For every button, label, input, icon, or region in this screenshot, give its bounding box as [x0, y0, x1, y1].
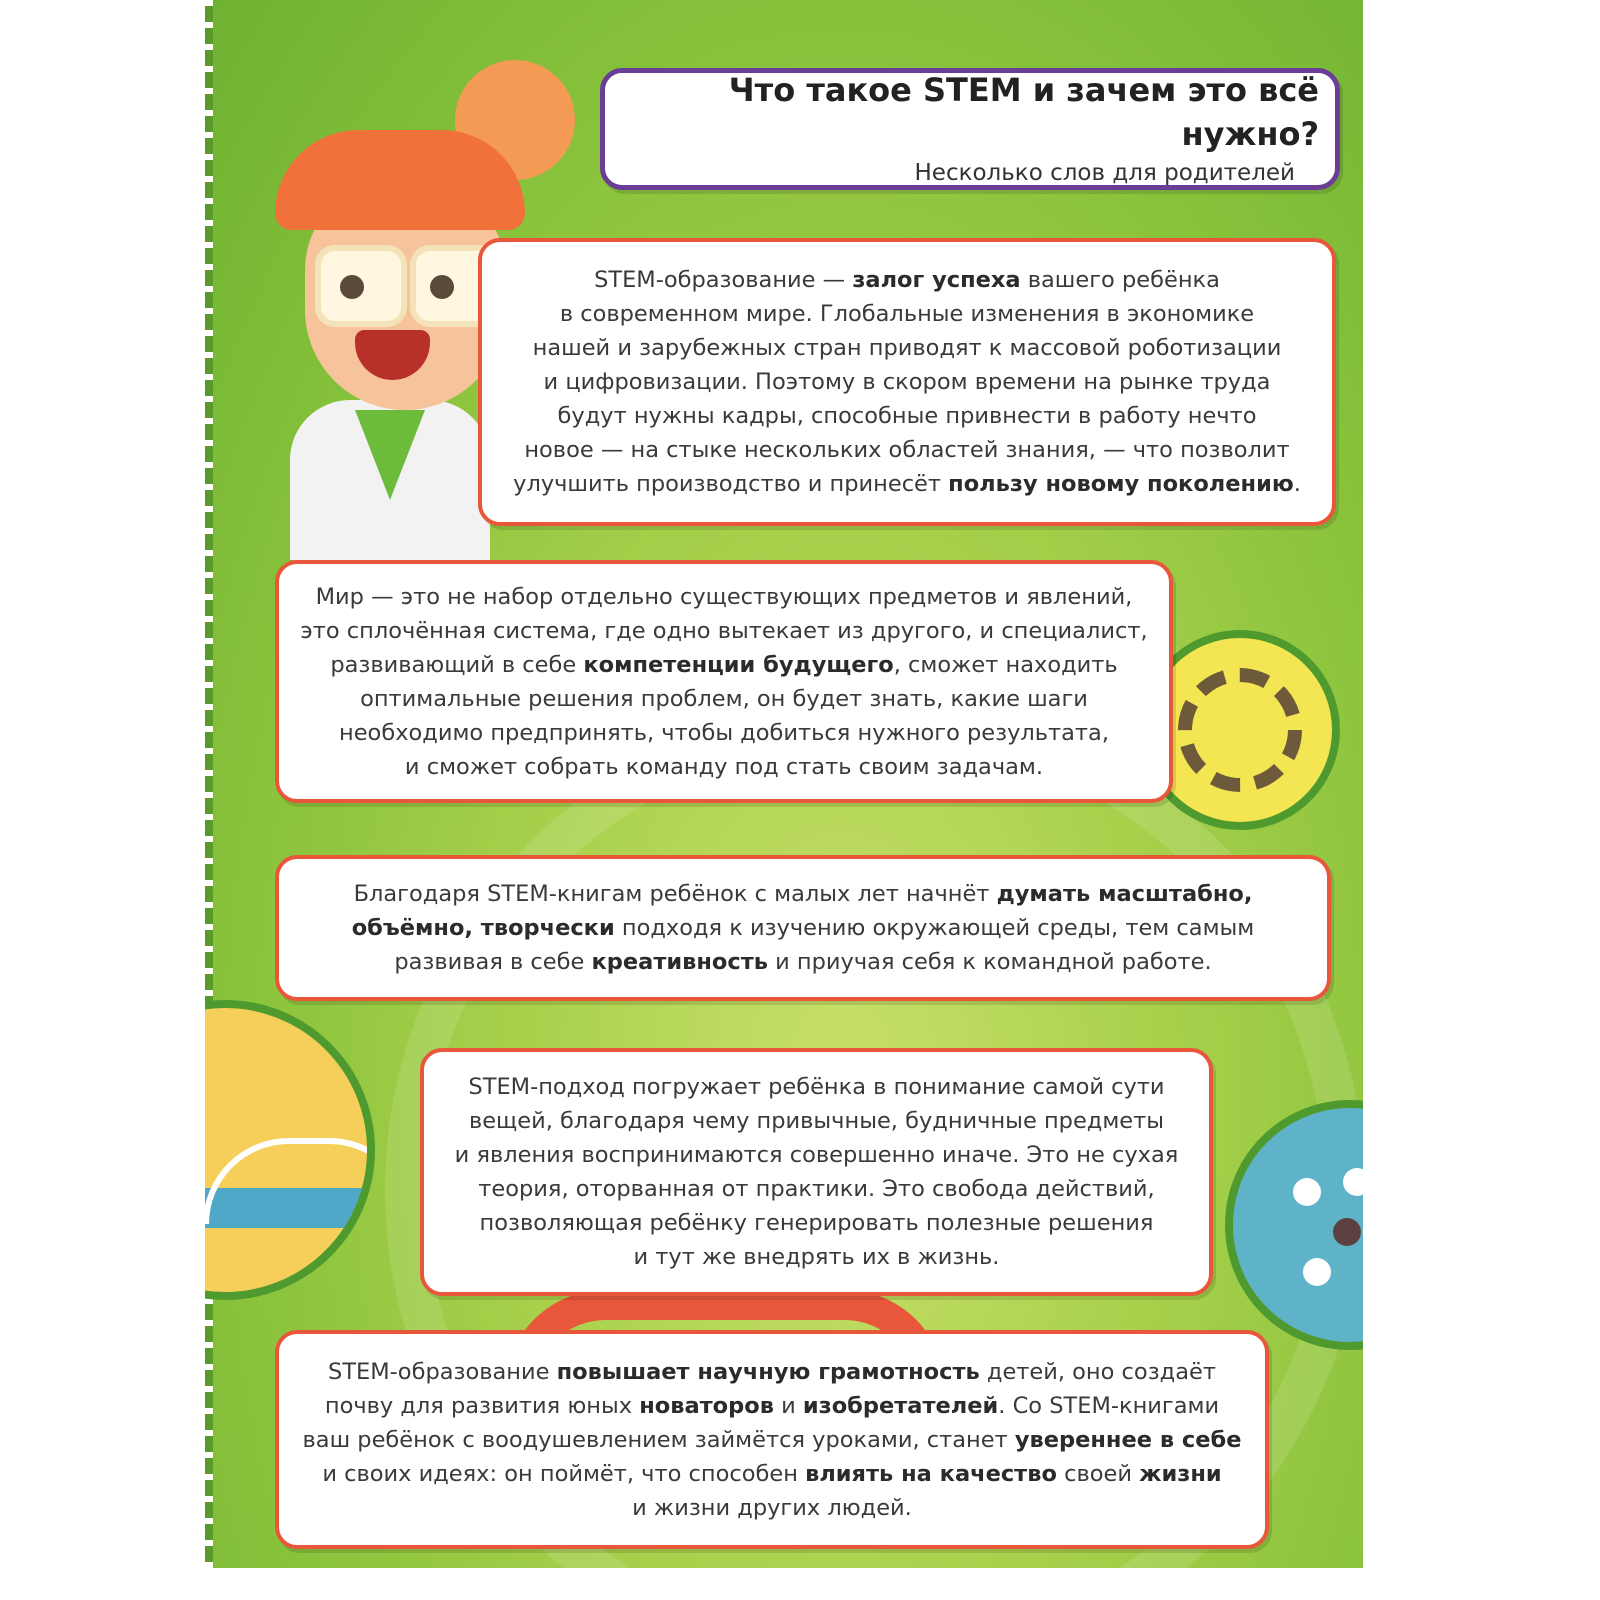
text-line — [303, 1423, 1242, 1457]
text-segment: детей, оно создаёт — [979, 1358, 1216, 1385]
spiral-binding — [205, 0, 213, 1568]
text-block-success — [478, 238, 1336, 526]
paragraph — [513, 263, 1301, 501]
text-segment: улучшить производство и принесёт — [513, 471, 949, 497]
text-segment: позволяющая ребёнку генерировать полезные решения — [479, 1210, 1154, 1236]
text-segment: STEM-подход погружает ребёнка в понимание самой сути — [468, 1074, 1165, 1100]
atom — [1343, 1168, 1363, 1196]
title-box — [600, 68, 1340, 190]
text-line — [513, 331, 1301, 365]
text-segment: и приучая себя к командной работе. — [768, 949, 1212, 975]
paragraph — [300, 580, 1147, 784]
text-segment: вашего ребёнка — [1020, 267, 1220, 293]
text-line — [513, 433, 1301, 467]
text-segment: . — [1293, 471, 1301, 497]
bold-text: пользу новому поколению — [948, 471, 1294, 497]
page-title: Что такое STEM и зачем это всё нужно? — [728, 71, 1319, 153]
text-line — [300, 716, 1147, 750]
text-segment: и своих идеях: он поймёт, что способен — [322, 1460, 806, 1487]
text-segment: ваш ребёнок с воодушевлением займётся уроками, станет — [302, 1426, 1015, 1453]
atom — [1333, 1218, 1361, 1246]
text-segment: и жизни других людей. — [632, 1494, 912, 1521]
text-segment: в современном мире. Глобальные изменения в экономике — [559, 301, 1255, 327]
text-line — [455, 1206, 1179, 1240]
text-segment: почву для развития юных — [324, 1392, 640, 1419]
text-segment: оптимальные решения проблем, он будет знать, какие шаги — [360, 685, 1088, 712]
text-segment: теория, оторванная от практики. Это свобода действий, — [478, 1176, 1155, 1202]
bridge-illustration — [205, 1000, 375, 1300]
text-line — [513, 263, 1301, 297]
page-subtitle: Несколько слов для родителей — [914, 160, 1295, 186]
text-line — [455, 1104, 1179, 1138]
text-line — [352, 911, 1255, 945]
bold-text: залог успеха — [852, 267, 1021, 293]
bold-text: увереннее в себе — [1014, 1426, 1242, 1453]
text-line — [455, 1172, 1179, 1206]
text-line — [352, 877, 1255, 911]
book-page — [205, 0, 1363, 1568]
text-block-literacy — [275, 1330, 1269, 1549]
text-segment: и сможет собрать команду под стать своим задачам. — [404, 753, 1044, 780]
text-line — [300, 750, 1147, 784]
paragraph — [352, 877, 1255, 979]
text-line — [513, 365, 1301, 399]
text-segment: новое — на стыке нескольких областей знания, — что позволит — [524, 437, 1290, 463]
text-line — [455, 1240, 1179, 1274]
bold-text: повышает научную грамотность — [556, 1358, 980, 1385]
text-line — [300, 648, 1147, 682]
eye-left — [340, 275, 364, 299]
text-segment: и явления воспринимаются совершенно иначе. Это не сухая — [454, 1142, 1179, 1168]
bold-text: изобретателей — [802, 1392, 999, 1419]
hair — [275, 130, 525, 230]
text-segment: и цифровизации. Поэтому в скором времени на рынке труда — [543, 369, 1271, 395]
bold-text: жизни — [1139, 1460, 1222, 1487]
text-line — [513, 399, 1301, 433]
text-line — [352, 945, 1255, 979]
eye-right — [430, 275, 454, 299]
text-line — [300, 682, 1147, 716]
text-segment: , сможет находить — [893, 651, 1118, 678]
text-line — [300, 580, 1147, 614]
text-line — [455, 1070, 1179, 1104]
bold-text: думать масштабно, — [996, 881, 1253, 907]
text-line — [303, 1491, 1242, 1525]
molecule-icon — [1293, 1178, 1321, 1206]
text-line — [303, 1389, 1242, 1423]
atom — [1303, 1258, 1331, 1286]
text-line — [513, 297, 1301, 331]
text-block-approach — [420, 1048, 1213, 1296]
text-line — [513, 467, 1301, 501]
bold-text: креативность — [591, 949, 768, 975]
text-block-world — [275, 560, 1173, 803]
text-segment: развивающий в себе — [330, 651, 584, 678]
text-segment: и тут же внедрять их в жизнь. — [633, 1244, 1000, 1270]
text-segment: необходимо предпринять, чтобы добиться нужного результата, — [339, 719, 1109, 746]
text-line — [300, 614, 1147, 648]
text-segment: и — [773, 1392, 803, 1419]
text-segment: вещей, благодаря чему привычные, будничные предметы — [468, 1108, 1165, 1134]
text-line — [303, 1355, 1242, 1389]
bold-text: новаторов — [639, 1392, 774, 1419]
text-segment: своей — [1056, 1460, 1140, 1487]
text-line — [303, 1457, 1242, 1491]
bold-text: объёмно, творчески — [351, 915, 615, 941]
bold-text: влиять на качество — [805, 1460, 1057, 1487]
paragraph — [455, 1070, 1179, 1274]
bridge-icon — [205, 1138, 375, 1224]
text-segment: развивая в себе — [394, 949, 592, 975]
text-segment: STEM-образование — — [594, 267, 853, 293]
text-segment: это сплочённая система, где одно вытекает из другого, и специалист, — [300, 617, 1148, 644]
text-block-thinking — [275, 855, 1331, 1001]
text-segment: . Со STEM-книгами — [998, 1392, 1220, 1419]
text-segment: подходя к изучению окружающей среды, тем самым — [614, 915, 1255, 941]
text-segment: нашей и зарубежных стран приводят к массовой роботизации — [532, 335, 1282, 361]
text-segment: STEM-образование — [328, 1358, 557, 1385]
gear-icon — [1178, 668, 1302, 792]
text-segment: Мир — это не набор отдельно существующих предметов и явлений, — [315, 583, 1133, 610]
text-segment: будут нужны кадры, способные привнести в работу нечто — [557, 403, 1257, 429]
text-segment: Благодаря STEM-книгам ребёнок с малых лет начнёт — [353, 881, 997, 907]
bold-text: компетенции будущего — [583, 651, 894, 678]
text-line — [455, 1138, 1179, 1172]
paragraph — [303, 1355, 1242, 1525]
